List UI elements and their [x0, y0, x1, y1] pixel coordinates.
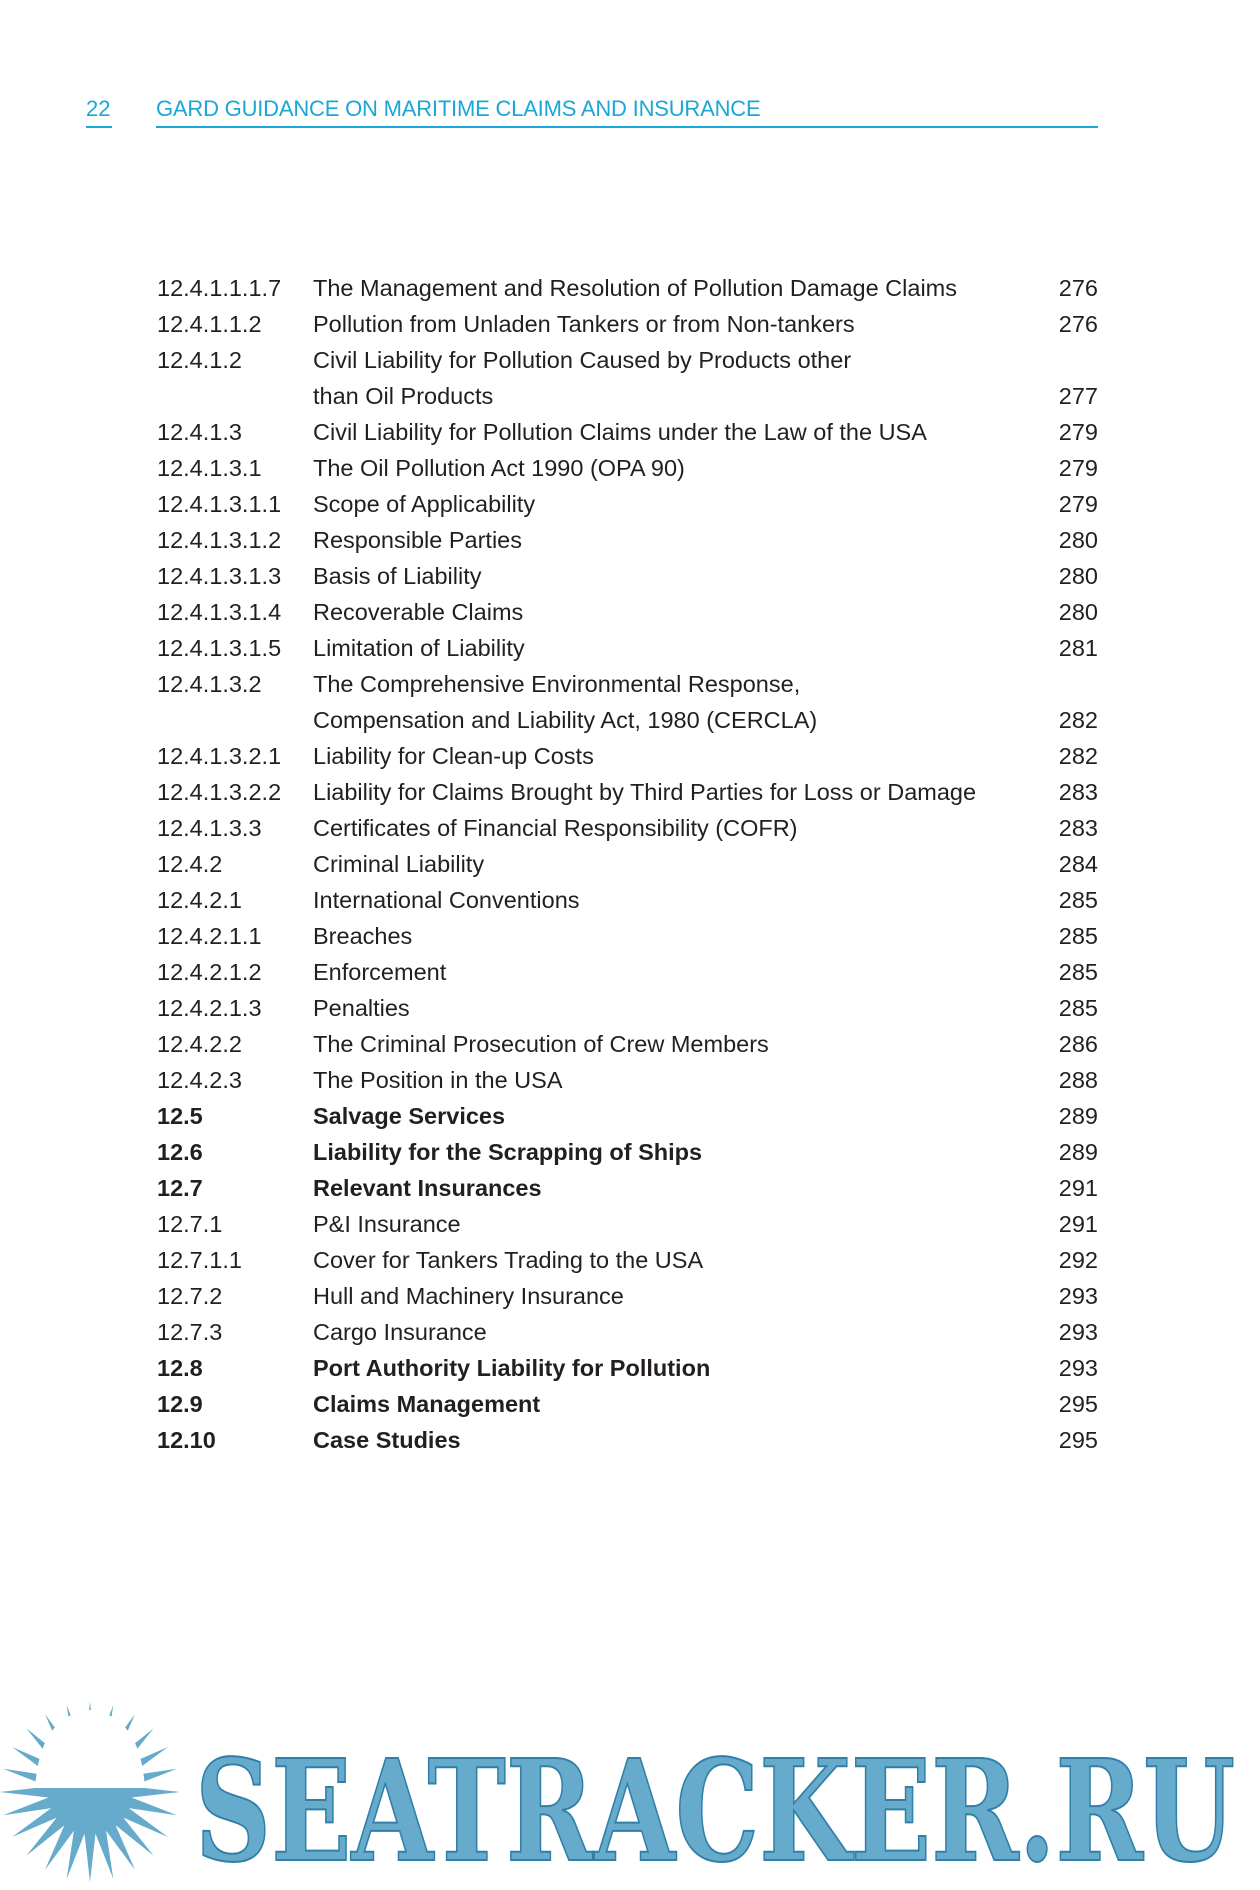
toc-entry-title-line: Salvage Services	[313, 1103, 506, 1129]
toc-entry-number: 12.4.2.1.2	[157, 959, 262, 985]
toc-entry[interactable]	[157, 882, 1098, 918]
toc-entry-title-line: Recoverable Claims	[313, 599, 524, 625]
toc-entry-page: 291	[1058, 1211, 1098, 1237]
toc-entry-title-line: Responsible Parties	[313, 527, 522, 553]
toc-entry-title	[313, 306, 1038, 342]
toc-entry-number: 12.4.1.3.1.3	[157, 563, 282, 589]
toc-entry-page: 279	[1058, 455, 1098, 481]
toc-entry-number: 12.4.1.3.2	[157, 671, 262, 697]
toc-entry-number: 12.4.1.3.1.2	[157, 527, 282, 553]
toc-entry-title-line: Compensation and Liability Act, 1980 (CERCLA)	[313, 707, 818, 733]
watermark-logo	[0, 1700, 1260, 1885]
toc-entry-number: 12.7.3	[157, 1319, 223, 1345]
toc-entry-title	[313, 954, 1038, 990]
toc-entry-number: 12.4.1.3.1	[157, 455, 262, 481]
toc-entry-title-line: Basis of Liability	[313, 563, 482, 589]
toc-entry[interactable]	[157, 774, 1098, 810]
toc-entry-title-line: The Criminal Prosecution of Crew Members	[313, 1031, 769, 1057]
toc-entry-title	[313, 1062, 1038, 1098]
toc-entry-title	[313, 1206, 1038, 1242]
toc-entry-title-line: Relevant Insurances	[313, 1175, 542, 1201]
toc-entry-title-line: Liability for the Scrapping of Ships	[313, 1139, 703, 1165]
toc-entry-page: 277	[1058, 383, 1098, 409]
toc-entry[interactable]	[157, 1314, 1098, 1350]
toc-entry-title-line: Hull and Machinery Insurance	[313, 1283, 624, 1309]
toc-entry-number: 12.4.1.3	[157, 419, 242, 445]
toc-entry-title-line: Port Authority Liability for Pollution	[313, 1355, 711, 1381]
toc-entry-number: 12.7.1.1	[157, 1247, 242, 1273]
toc-entry-title-line: The Oil Pollution Act 1990 (OPA 90)	[313, 455, 685, 481]
toc-entry-title	[313, 450, 1038, 486]
table-of-contents	[157, 270, 1098, 1458]
toc-entry[interactable]	[157, 1206, 1098, 1242]
toc-entry-title	[313, 558, 1038, 594]
toc-entry-title	[313, 774, 1038, 810]
watermark-text: SEATRACKER.RU	[195, 1730, 1235, 1885]
toc-entry-page: 279	[1058, 419, 1098, 445]
toc-entry[interactable]	[157, 450, 1098, 486]
toc-entry-page: 292	[1058, 1247, 1098, 1273]
toc-entry-number: 12.7.2	[157, 1283, 223, 1309]
toc-entry-title-line: Claims Management	[313, 1391, 541, 1417]
toc-entry-number: 12.4.1.2	[157, 347, 242, 373]
toc-entry-page: 289	[1058, 1139, 1098, 1165]
toc-entry-page: 282	[1058, 707, 1098, 733]
toc-entry-page: 293	[1058, 1319, 1098, 1345]
toc-entry-title-line: Civil Liability for Pollution Claims under the Law of the USA	[313, 419, 927, 445]
toc-entry-title	[313, 1314, 1038, 1350]
toc-entry-title	[313, 1026, 1038, 1062]
toc-entry-title	[313, 1098, 1038, 1134]
toc-entry-title	[313, 810, 1038, 846]
toc-entry-title	[313, 738, 1038, 774]
toc-entry[interactable]	[157, 414, 1098, 450]
toc-entry-page: 283	[1058, 815, 1098, 841]
toc-entry-page: 293	[1058, 1355, 1098, 1381]
toc-entry-number: 12.4.1.3.2.2	[157, 779, 282, 805]
toc-entry[interactable]	[157, 990, 1098, 1026]
toc-entry-title-line: P&I Insurance	[313, 1211, 461, 1237]
toc-entry-title-line: The Management and Resolution of Pollution Damage Claims	[313, 275, 957, 301]
toc-entry-number: 12.4.1.1.1.7	[157, 275, 282, 301]
toc-entry-title-line: Criminal Liability	[313, 851, 485, 877]
toc-entry-title-line: Cargo Insurance	[313, 1319, 487, 1345]
toc-entry-title-line: Breaches	[313, 923, 413, 949]
toc-entry-title	[313, 1422, 1038, 1458]
toc-entry-number: 12.10	[157, 1427, 216, 1453]
toc-entry-title-line: The Position in the USA	[313, 1067, 563, 1093]
toc-entry[interactable]	[157, 1026, 1098, 1062]
toc-entry-number: 12.4.1.3.2.1	[157, 743, 282, 769]
toc-entry-number: 12.4.2	[157, 851, 223, 877]
toc-entry-number: 12.7	[157, 1175, 203, 1201]
toc-entry[interactable]	[157, 1242, 1098, 1278]
toc-entry-title	[313, 486, 1038, 522]
toc-entry-page: 279	[1058, 491, 1098, 517]
toc-entry[interactable]	[157, 810, 1098, 846]
toc-entry-title-line: Cover for Tankers Trading to the USA	[313, 1247, 704, 1273]
toc-entry-title-line: Limitation of Liability	[313, 635, 525, 661]
sun-icon	[0, 1702, 180, 1882]
toc-entry-title	[313, 594, 1038, 630]
toc-entry-page: 288	[1058, 1067, 1098, 1093]
toc-entry-page: 293	[1058, 1283, 1098, 1309]
toc-entry-page: 282	[1058, 743, 1098, 769]
toc-entry-title-line: Enforcement	[313, 959, 447, 985]
toc-entry[interactable]	[157, 594, 1098, 630]
toc-entry-page: 285	[1058, 959, 1098, 985]
toc-entry-number: 12.8	[157, 1355, 203, 1381]
toc-entry-number: 12.4.2.2	[157, 1031, 242, 1057]
toc-entry[interactable]	[157, 666, 1098, 738]
toc-entry[interactable]	[157, 1386, 1098, 1422]
toc-entry[interactable]	[157, 1278, 1098, 1314]
toc-entry-title-line: The Comprehensive Environmental Response,	[313, 671, 801, 697]
toc-entry-title	[313, 342, 1038, 414]
toc-entry-title	[313, 882, 1038, 918]
toc-entry-page: 281	[1058, 635, 1098, 661]
toc-entry-title	[313, 666, 1038, 738]
toc-entry-title	[313, 1386, 1038, 1422]
toc-entry-page: 285	[1058, 995, 1098, 1021]
toc-entry-page: 284	[1058, 851, 1098, 877]
toc-entry-title-line: Pollution from Unladen Tankers or from Non-tankers	[313, 311, 855, 337]
toc-entry-page: 286	[1058, 1031, 1098, 1057]
toc-entry-title	[313, 522, 1038, 558]
toc-entry-title	[313, 630, 1038, 666]
toc-entry-title-line: Liability for Claims Brought by Third Parties for Loss or Damage	[313, 779, 977, 805]
toc-entry-number: 12.9	[157, 1391, 203, 1417]
toc-entry-number: 12.4.1.3.1.1	[157, 491, 282, 517]
toc-entry-page: 276	[1058, 311, 1098, 337]
toc-entry-title	[313, 270, 1038, 306]
toc-entry-title-line: Liability for Clean-up Costs	[313, 743, 594, 769]
toc-entry-title	[313, 1242, 1038, 1278]
toc-entry-number: 12.4.1.1.2	[157, 311, 262, 337]
toc-entry-title	[313, 1350, 1038, 1386]
toc-entry-title	[313, 414, 1038, 450]
toc-entry-title	[313, 918, 1038, 954]
toc-entry-number: 12.4.2.1.3	[157, 995, 262, 1021]
toc-entry-page: 285	[1058, 923, 1098, 949]
toc-entry[interactable]	[157, 558, 1098, 594]
toc-entry-title-line: Penalties	[313, 995, 410, 1021]
toc-entry-number: 12.4.1.3.1.5	[157, 635, 282, 661]
toc-entry-page: 280	[1058, 599, 1098, 625]
toc-entry-title	[313, 1170, 1038, 1206]
toc-entry-title-line: Civil Liability for Pollution Caused by Products other	[313, 347, 852, 373]
toc-entry[interactable]	[157, 1062, 1098, 1098]
toc-entry[interactable]	[157, 522, 1098, 558]
toc-entry-page: 283	[1058, 779, 1098, 805]
toc-entry-title-line: Certificates of Financial Responsibility (COFR)	[313, 815, 798, 841]
toc-entry[interactable]	[157, 270, 1098, 306]
toc-entry-page: 280	[1058, 527, 1098, 553]
toc-entry-page: 276	[1058, 275, 1098, 301]
toc-entry-title	[313, 1278, 1038, 1314]
toc-entry-title	[313, 1134, 1038, 1170]
toc-entry[interactable]	[157, 486, 1098, 522]
toc-entry[interactable]	[157, 1170, 1098, 1206]
page-number: 22	[86, 96, 112, 128]
toc-entry-title	[313, 990, 1038, 1026]
toc-entry-page: 295	[1058, 1391, 1098, 1417]
toc-entry-title	[313, 846, 1038, 882]
running-header-title: GARD GUIDANCE ON MARITIME CLAIMS AND INSURANCE	[156, 96, 1098, 128]
toc-entry-page: 291	[1058, 1175, 1098, 1201]
toc-entry[interactable]	[157, 1134, 1098, 1170]
toc-entry[interactable]	[157, 306, 1098, 342]
toc-entry[interactable]	[157, 1098, 1098, 1134]
toc-entry-title-line: Case Studies	[313, 1427, 461, 1453]
toc-entry[interactable]	[157, 954, 1098, 990]
toc-entry[interactable]	[157, 738, 1098, 774]
toc-entry-number: 12.7.1	[157, 1211, 223, 1237]
toc-entry-number: 12.4.2.3	[157, 1067, 242, 1093]
toc-entry-number: 12.4.1.3.1.4	[157, 599, 282, 625]
toc-entry-page: 295	[1058, 1427, 1098, 1453]
toc-entry-page: 280	[1058, 563, 1098, 589]
toc-entry-page: 289	[1058, 1103, 1098, 1129]
toc-entry-number: 12.4.2.1	[157, 887, 242, 913]
toc-entry-title-line: than Oil Products	[313, 383, 494, 409]
toc-entry-title-line: International Conventions	[313, 887, 580, 913]
toc-entry[interactable]	[157, 342, 1098, 414]
toc-entry-number: 12.4.1.3.3	[157, 815, 262, 841]
toc-entry[interactable]	[157, 1350, 1098, 1386]
toc-entry[interactable]	[157, 1422, 1098, 1458]
toc-entry-number: 12.5	[157, 1103, 203, 1129]
toc-entry-number: 12.4.2.1.1	[157, 923, 262, 949]
toc-entry-page: 285	[1058, 887, 1098, 913]
toc-entry[interactable]	[157, 846, 1098, 882]
toc-entry-number: 12.6	[157, 1139, 203, 1165]
toc-entry[interactable]	[157, 630, 1098, 666]
toc-entry-title-line: Scope of Applicability	[313, 491, 536, 517]
toc-entry[interactable]	[157, 918, 1098, 954]
